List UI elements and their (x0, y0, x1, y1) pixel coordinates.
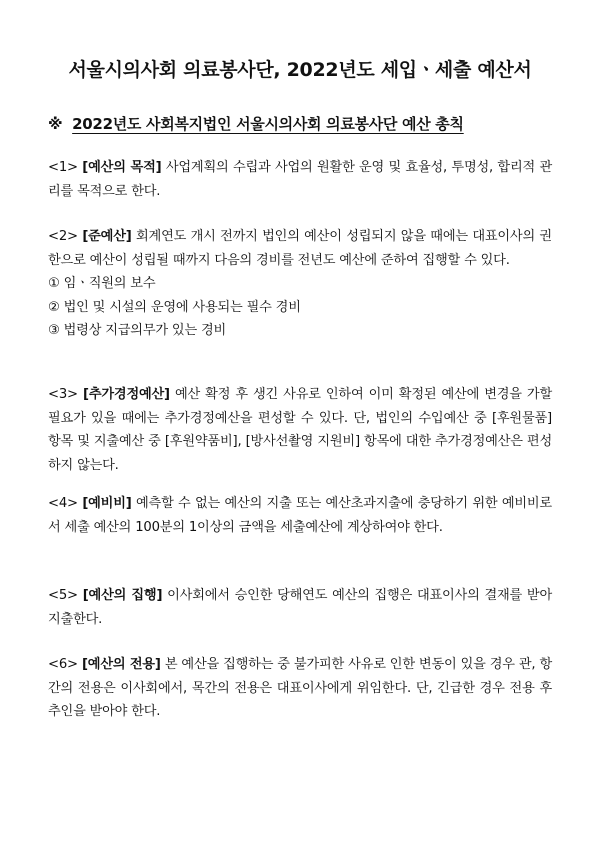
section-body: 예측할 수 없는 예산의 지출 또는 예산초과지출에 충당하기 위한 예비비로서 세출 예산의 100분의 1이상의 금액을 세출예산에 계상하여야 한다. (48, 496, 552, 535)
list-item: ② 법인 및 시설의 운영에 사용되는 필수 경비 (48, 299, 301, 315)
subtitle-text: 2022년도 사회복지법인 서울시의사회 의료봉사단 예산 총칙 (72, 115, 464, 133)
section-body: 본 예산을 집행하는 중 불가피한 사유로 인한 변동이 있을 경우 관, 항간의 전용은 이사회에서, 목간의 전용은 대표이사에게 위임한다. 단, 긴급한 경우 전용 후 추인을 받아야 한다. (48, 657, 552, 719)
section-budget-transfer (48, 653, 552, 724)
section-body: 이사회에서 승인한 당해연도 예산의 집행은 대표이사의 결재를 받아 지출한다. (48, 588, 552, 627)
document-subtitle (48, 113, 552, 134)
section-number: <5> (48, 588, 78, 603)
section-body: 사업계획의 수립과 사업의 원활한 운영 및 효율성, 투명성, 합리적 관리를 목적으로 한다. (48, 160, 552, 199)
section-heading: [예산의 목적] (82, 160, 162, 175)
section-body: 회계연도 개시 전까지 법인의 예산이 성립되지 않을 때에는 대표이사의 권한으로 예산이 성립될 때까지 다음의 경비를 전년도 예산에 준하여 집행할 수 있다. (48, 229, 552, 268)
document-title: 서울시의사회 의료봉사단, 2022년도 세입ㆍ세출 예산서 (68, 59, 532, 81)
section-purpose (48, 156, 552, 203)
section-number: <4> (48, 496, 78, 511)
reference-mark: ※ (48, 115, 63, 133)
section-number: <6> (48, 657, 78, 672)
section-number: <3> (48, 387, 78, 402)
section-provisional-budget (48, 225, 552, 343)
section-number: <2> (48, 229, 78, 244)
list-item: ① 임ㆍ직원의 보수 (48, 276, 156, 291)
section-budget-execution (48, 584, 552, 631)
section-heading: [추가경정예산] (83, 387, 170, 402)
section-heading: [준예산] (82, 229, 132, 244)
section-supplementary-budget (48, 383, 552, 477)
section-heading: [예산의 전용] (81, 657, 161, 672)
section-body: 예산 확정 후 생긴 사유로 인하여 이미 확정된 예산에 변경을 가할 필요가 있을 때에는 추가경정예산을 편성할 수 있다. 단, 법인의 수입예산 중 [후원물품] 항목 및 지출예산 중 [후원약품비], [방사선촬영 지원비] 항목에 대한 추가경정예산은 편성하지 않는다. (48, 387, 553, 473)
section-number: <1> (48, 160, 78, 175)
section-heading: [예비비] (82, 496, 132, 511)
section-heading: [예산의 집행] (82, 588, 163, 603)
list-item: ③ 법령상 지급의무가 있는 경비 (48, 323, 227, 338)
section-reserve-fund (48, 492, 552, 539)
